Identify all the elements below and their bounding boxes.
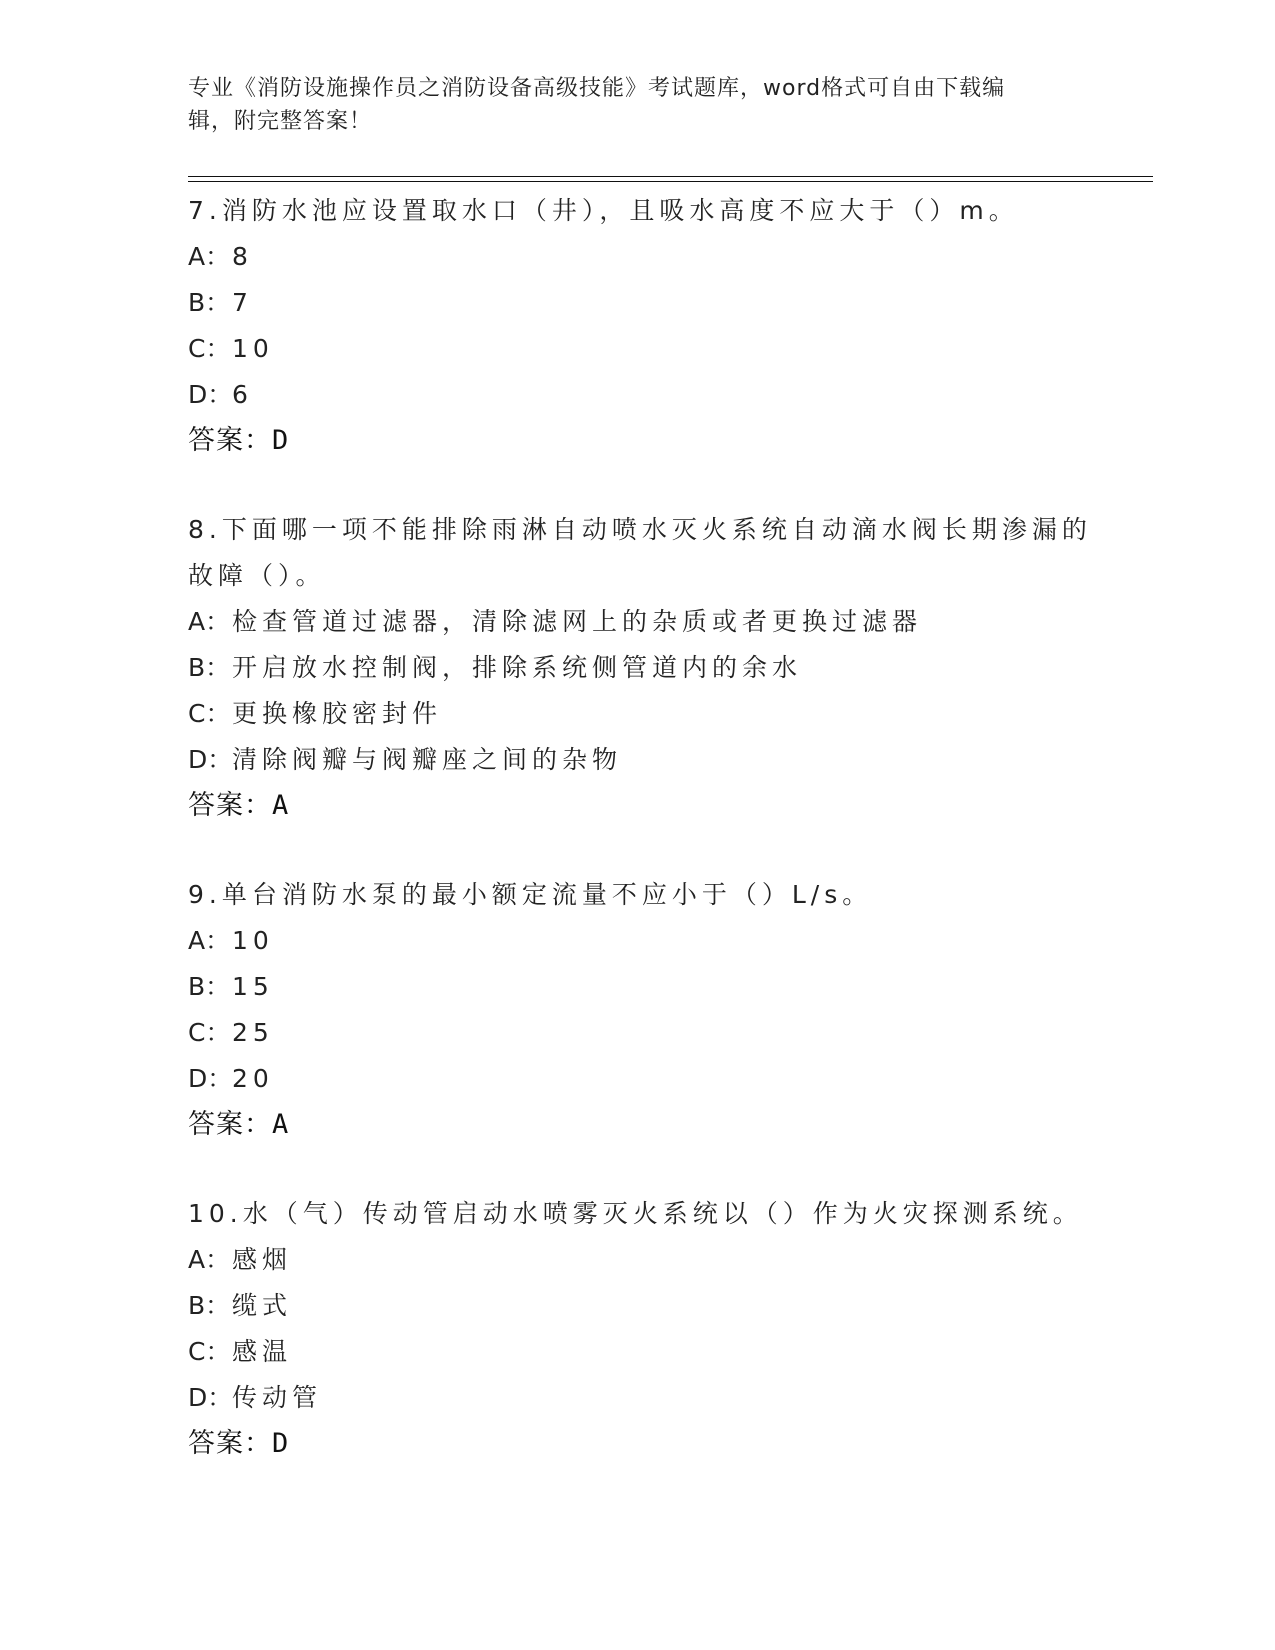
question-item (188, 507, 1148, 829)
question-item (188, 188, 1148, 464)
option-label: C： (188, 1018, 231, 1047)
option-b (188, 280, 1148, 326)
option-a (188, 599, 1148, 645)
header-divider-top (188, 176, 1153, 177)
answer-label: 答案： (188, 425, 272, 456)
answer-value: D (272, 425, 290, 456)
option-label: C： (188, 1337, 231, 1366)
option-label: D： (188, 745, 233, 774)
option-label: B： (188, 288, 231, 317)
answer-line (188, 418, 1148, 464)
answer-value: A (272, 1109, 290, 1140)
question-stem: 7.消防水池应设置取水口（井），且吸水高度不应大于（）m。 (188, 196, 1019, 225)
option-label: B： (188, 972, 231, 1001)
option-text: 清除阀瓣与阀瓣座之间的杂物 (232, 745, 623, 774)
answer-label: 答案： (188, 790, 272, 821)
question-list (188, 188, 1148, 1510)
answer-value: A (272, 790, 290, 821)
question-item (188, 1191, 1148, 1467)
option-label: A： (188, 1245, 231, 1274)
header-line-2: 辑，附完整答案！ (188, 109, 373, 134)
answer-label: 答案： (188, 1428, 272, 1459)
option-label: D： (188, 1383, 233, 1412)
option-text: 感烟 (232, 1245, 293, 1274)
option-text: 缆式 (232, 1291, 293, 1320)
option-text: 检查管道过滤器，清除滤网上的杂质或者更换过滤器 (232, 607, 923, 636)
option-text: 开启放水控制阀，排除系统侧管道内的余水 (232, 653, 803, 682)
option-text: 10 (232, 926, 274, 955)
question-item (188, 872, 1148, 1148)
option-c (188, 326, 1148, 372)
option-text: 传动管 (232, 1383, 323, 1412)
option-text: 感温 (232, 1337, 293, 1366)
option-text: 8 (232, 242, 253, 271)
option-d (188, 1056, 1148, 1102)
option-b (188, 645, 1148, 691)
header-divider-bottom (188, 181, 1153, 182)
answer-line (188, 783, 1148, 829)
option-label: B： (188, 653, 231, 682)
option-label: D： (188, 380, 233, 409)
option-text: 15 (232, 972, 274, 1001)
answer-line (188, 1102, 1148, 1148)
option-label: C： (188, 334, 231, 363)
option-c (188, 1010, 1148, 1056)
option-label: A： (188, 607, 231, 636)
option-label: C： (188, 699, 231, 728)
option-text: 20 (232, 1064, 274, 1093)
answer-label: 答案： (188, 1109, 272, 1140)
option-label: D： (188, 1064, 233, 1093)
option-text: 7 (232, 288, 253, 317)
option-a (188, 234, 1148, 280)
option-c (188, 1329, 1148, 1375)
option-a (188, 1237, 1148, 1283)
question-stem: 8.下面哪一项不能排除雨淋自动喷水灭火系统自动滴水阀长期渗漏的 (188, 515, 1092, 544)
option-label: A： (188, 242, 231, 271)
answer-value: D (272, 1428, 290, 1459)
option-text: 10 (232, 334, 274, 363)
option-label: A： (188, 926, 231, 955)
option-a (188, 918, 1148, 964)
answer-line (188, 1421, 1148, 1467)
option-b (188, 1283, 1148, 1329)
option-text: 25 (232, 1018, 274, 1047)
option-c (188, 691, 1148, 737)
question-stem: 10.水（气）传动管启动水喷雾灭火系统以（）作为火灾探测系统。 (188, 1199, 1083, 1228)
option-b (188, 964, 1148, 1010)
option-d (188, 1375, 1148, 1421)
document-header (188, 72, 1088, 138)
option-text: 6 (232, 380, 253, 409)
option-text: 更换橡胶密封件 (232, 699, 443, 728)
question-stem-continued: 故障（）。 (188, 561, 326, 590)
header-line-1: 专业《消防设施操作员之消防设备高级技能》考试题库，word格式可自由下载编 (188, 76, 1006, 101)
option-d (188, 737, 1148, 783)
option-label: B： (188, 1291, 231, 1320)
option-d (188, 372, 1148, 418)
question-stem: 9.单台消防水泵的最小额定流量不应小于（）L/s。 (188, 880, 873, 909)
